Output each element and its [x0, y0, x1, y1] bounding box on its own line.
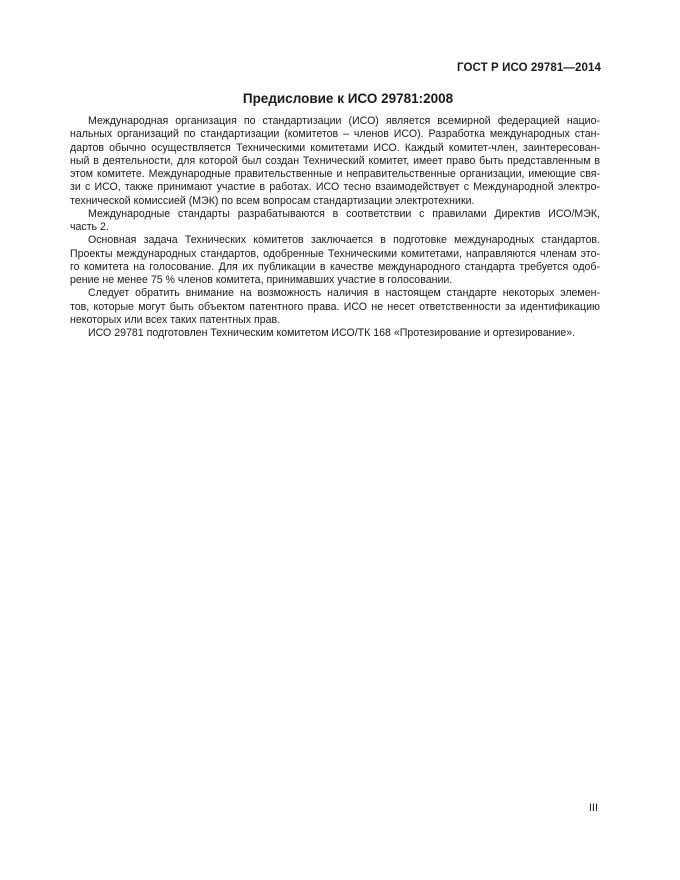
paragraph-prepared-by: [70, 327, 600, 340]
text-line: Следует обратить внимание на возможность наличия в настоящем стандарте некоторых элемен-: [88, 287, 600, 300]
text-line: Основная задача Технических комитетов заключается в подготовке международных стандартов.: [88, 234, 600, 247]
page-number: III: [588, 802, 598, 814]
text-line: технической комиссией (МЭК) по всем вопросам стандартизации электротехники.: [70, 194, 475, 207]
standard-code-header: ГОСТ Р ИСО 29781—2014: [456, 62, 601, 74]
paragraph-iso-organization: [70, 115, 600, 208]
text-line: Международная организация по стандартизации (ИСО) является всемирной федерацией нацио-: [88, 115, 600, 127]
text-line: некоторых или всех таких патентных прав.: [70, 313, 281, 326]
text-line: этом комитете. Международные правительственные и неправительственные организации, имеющие свя-: [70, 168, 600, 180]
text-line: Проекты международных стандартов, одобренные Техническими комитетами, направляются членам это-: [70, 247, 600, 260]
text-line: дартов обычно осуществляется Техническими комитетами ИСО. Каждый комитет-член, заинтересован-: [70, 141, 600, 154]
paragraph-directives: [70, 208, 600, 235]
text-line: нальных организаций по стандартизации (комитетов – членов ИСО). Разработка международных стан-: [70, 128, 600, 141]
foreword-body: [70, 115, 600, 340]
text-line: ный в деятельности, для которой был создан Технический комитет, имеет право быть представленным в: [70, 154, 600, 167]
text-line: тов, которые могут быть объектом патентного права. ИСО не несет ответственности за идентификацию: [70, 300, 600, 313]
text-line: ИСО 29781 подготовлен Техническим комитетом ИСО/ТК 168 «Протезирование и ортезирование».: [88, 327, 576, 339]
text-line: Международные стандарты разрабатываются в соответствии с правилами Директив ИСО/МЭК,: [88, 207, 600, 220]
text-line: го комитета на голосование. Для их публикации в качестве международного стандарта требуется одоб-: [70, 260, 600, 273]
text-line: рение не менее 75 % членов комитета, принимавших участие в голосовании.: [70, 274, 453, 286]
text-line: часть 2.: [70, 221, 109, 233]
page-title: Предисловие к ИСО 29781:2008: [242, 91, 454, 106]
paragraph-patent-notice: [70, 287, 600, 327]
paragraph-committee-task: [70, 234, 600, 287]
text-line: зи с ИСО, также принимают участие в работах. ИСО тесно взаимодействует с Международной электро-: [70, 181, 600, 194]
